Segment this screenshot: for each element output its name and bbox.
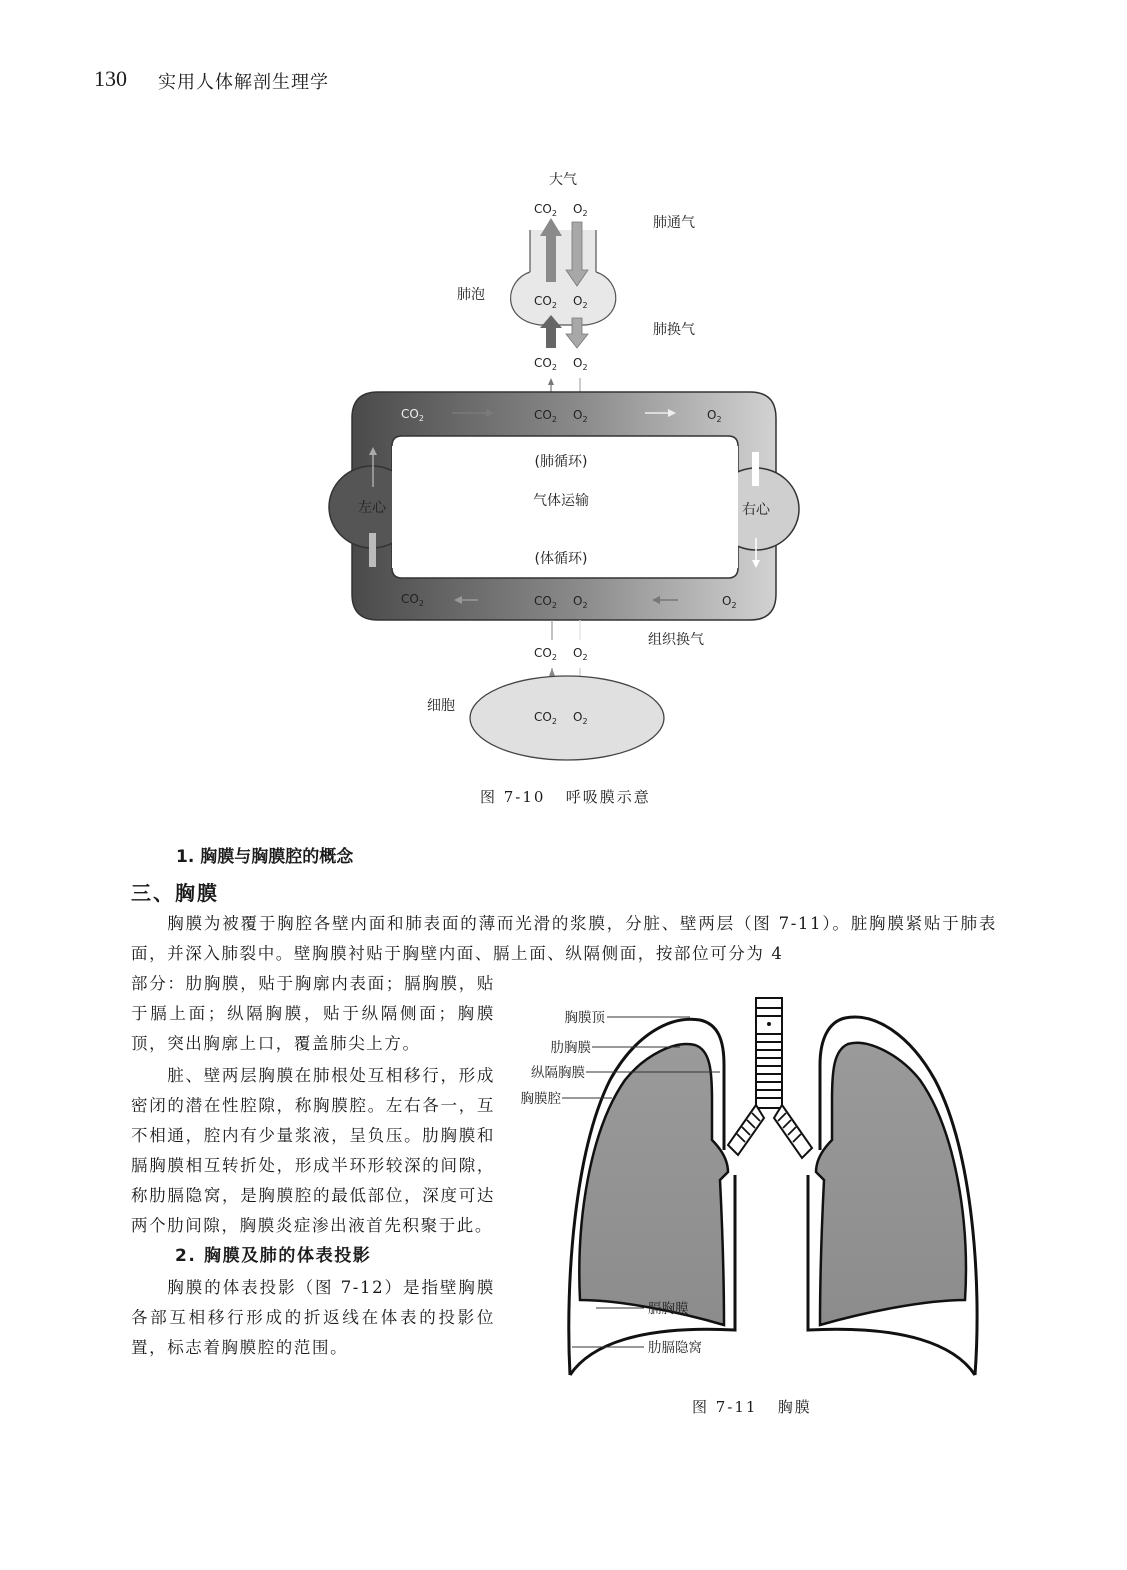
- pleura-diagram: [505, 990, 995, 1390]
- label-diaphragmatic-pleura: 膈胸膜: [648, 1301, 689, 1317]
- svg-text:O2: $O_2$: [573, 710, 588, 726]
- label-tissue-exchange: 组织换气: [648, 632, 704, 648]
- label-right-heart: 右心: [742, 502, 770, 518]
- label-costal-pleura: 肋胸膜: [550, 1040, 591, 1056]
- left-column: [131, 969, 495, 1363]
- gas-o2: O: [573, 710, 583, 724]
- label-atmosphere: 大气: [549, 172, 577, 188]
- alveolus-shape: [511, 272, 616, 325]
- svg-text:CO2: $CO_2$: [534, 294, 557, 310]
- gas-co2: CO: [534, 646, 552, 660]
- label-lung-ventilation: 肺通气: [653, 215, 695, 231]
- cell-shape: [470, 676, 664, 760]
- figure-number: 图 7-11: [692, 1398, 758, 1416]
- right-bronchus: [774, 1105, 812, 1158]
- paragraph: [131, 909, 997, 969]
- svg-text:O2: $O_2$: [573, 294, 588, 310]
- right-lung: [816, 1043, 966, 1325]
- svg-text:CO2: $CO_2$: [534, 710, 557, 726]
- figure-number: 图 7-10: [480, 788, 546, 806]
- figure-caption: [692, 1396, 812, 1417]
- label-pleural-cavity: 胸膜腔: [520, 1091, 561, 1107]
- page-number: 130: [94, 66, 127, 91]
- respiration-diagram: [300, 160, 840, 780]
- gas-o2: O: [722, 594, 732, 608]
- paragraph-text: 脏、壁两层胸膜在肺根处互相移行，形成密闭的潜在性腔隙，称胸膜腔。左右各一，互不相通，腔内有少量浆液，呈负压。肋胸膜和膈胸膜相互转折处，形成半环形较深的间隙，称肋膈隐窝，是胸膜腔的最低部位，深度可达两个肋间隙，胸膜炎症渗出液首先积聚于此。: [131, 1066, 495, 1235]
- gas-co2: CO: [534, 356, 552, 370]
- svg-text:CO2: $CO_2$: [401, 407, 424, 423]
- svg-text:CO2: $CO_2$: [534, 356, 557, 372]
- book-title: 实用人体解剖生理学: [158, 72, 329, 93]
- svg-text:O2: $O_2$: [573, 646, 588, 662]
- svg-text:CO2: $CO_2$: [534, 202, 557, 218]
- label-lung-exchange: 肺换气: [653, 322, 695, 338]
- subsection-heading: 2. 胸膜及肺的体表投影: [175, 1246, 372, 1266]
- gas-o2: O: [573, 646, 583, 660]
- paragraph-text: 胸膜为被覆于胸腔各壁内面和肺表面的薄而光滑的浆膜，分脏、壁两层（图 7-11）。脏胸膜紧贴于肺表面，并深入肺裂中。壁胸膜衬贴于胸壁内面、膈上面、纵隔侧面，按部位可分为 4: [131, 914, 997, 963]
- svg-text:O2: $O_2$: [573, 356, 588, 372]
- label-left-heart: 左心: [358, 500, 386, 516]
- gas-co2: CO: [534, 594, 552, 608]
- gas-o2: O: [573, 202, 583, 216]
- figure-title: 呼吸膜示意: [565, 788, 651, 806]
- svg-text:CO2: $CO_2$: [534, 408, 557, 424]
- svg-text:O2: $O_2$: [573, 408, 588, 424]
- gas-o2: O: [707, 408, 717, 422]
- svg-text:CO2: $CO_2$: [401, 592, 424, 608]
- paragraph-text: 部分：肋胸膜，贴于胸廓内表面；膈胸膜，贴于膈上面；纵隔胸膜，贴于纵隔侧面；胸膜顶，突出胸廓上口，覆盖肺尖上方。: [131, 974, 495, 1053]
- gas-co2: CO: [534, 408, 552, 422]
- gas-o2: O: [573, 356, 583, 370]
- paragraph-text: 胸膜的体表投影（图 7-12）是指壁胸膜各部互相移行形成的折返线在体表的投影位置，标志着胸膜腔的范围。: [131, 1278, 495, 1357]
- svg-text:O2: $O_2$: [707, 408, 722, 424]
- gas-o2: O: [573, 594, 583, 608]
- svg-text:O2: $O_2$: [573, 594, 588, 610]
- trachea: [756, 998, 782, 1108]
- gas-o2: O: [573, 408, 583, 422]
- svg-text:CO2: $CO_2$: [534, 646, 557, 662]
- svg-text:O2: $O_2$: [722, 594, 737, 610]
- section-heading: 三、胸膜: [131, 881, 219, 905]
- figure-caption: [480, 786, 651, 807]
- gas-co2: CO: [534, 710, 552, 724]
- label-pleura-top: 胸膜顶: [564, 1010, 605, 1026]
- gas-co2: CO: [534, 294, 552, 308]
- label-pulmonary-circulation: (肺循环): [534, 454, 588, 470]
- svg-text:CO2: $CO_2$: [534, 594, 557, 610]
- svg-text:O2: $O_2$: [573, 202, 588, 218]
- gas-co2: CO: [401, 592, 419, 606]
- gas-co2: CO: [401, 407, 419, 421]
- label-alveolus: 肺泡: [457, 287, 485, 303]
- label-costodiaphragmatic-recess: 肋膈隐窝: [648, 1340, 702, 1356]
- label-systemic-circulation: (体循环): [534, 551, 588, 567]
- label-mediastinal-pleura: 纵隔胸膜: [531, 1065, 585, 1081]
- gas-o2: O: [573, 294, 583, 308]
- label-cell: 细胞: [427, 698, 455, 714]
- label-gas-transport: 气体运输: [533, 493, 589, 509]
- gas-co2: CO: [534, 202, 552, 216]
- left-lung: [579, 1044, 728, 1325]
- subsection-heading: 1. 胸膜与胸膜腔的概念: [176, 847, 354, 867]
- figure-title: 胸膜: [777, 1398, 812, 1416]
